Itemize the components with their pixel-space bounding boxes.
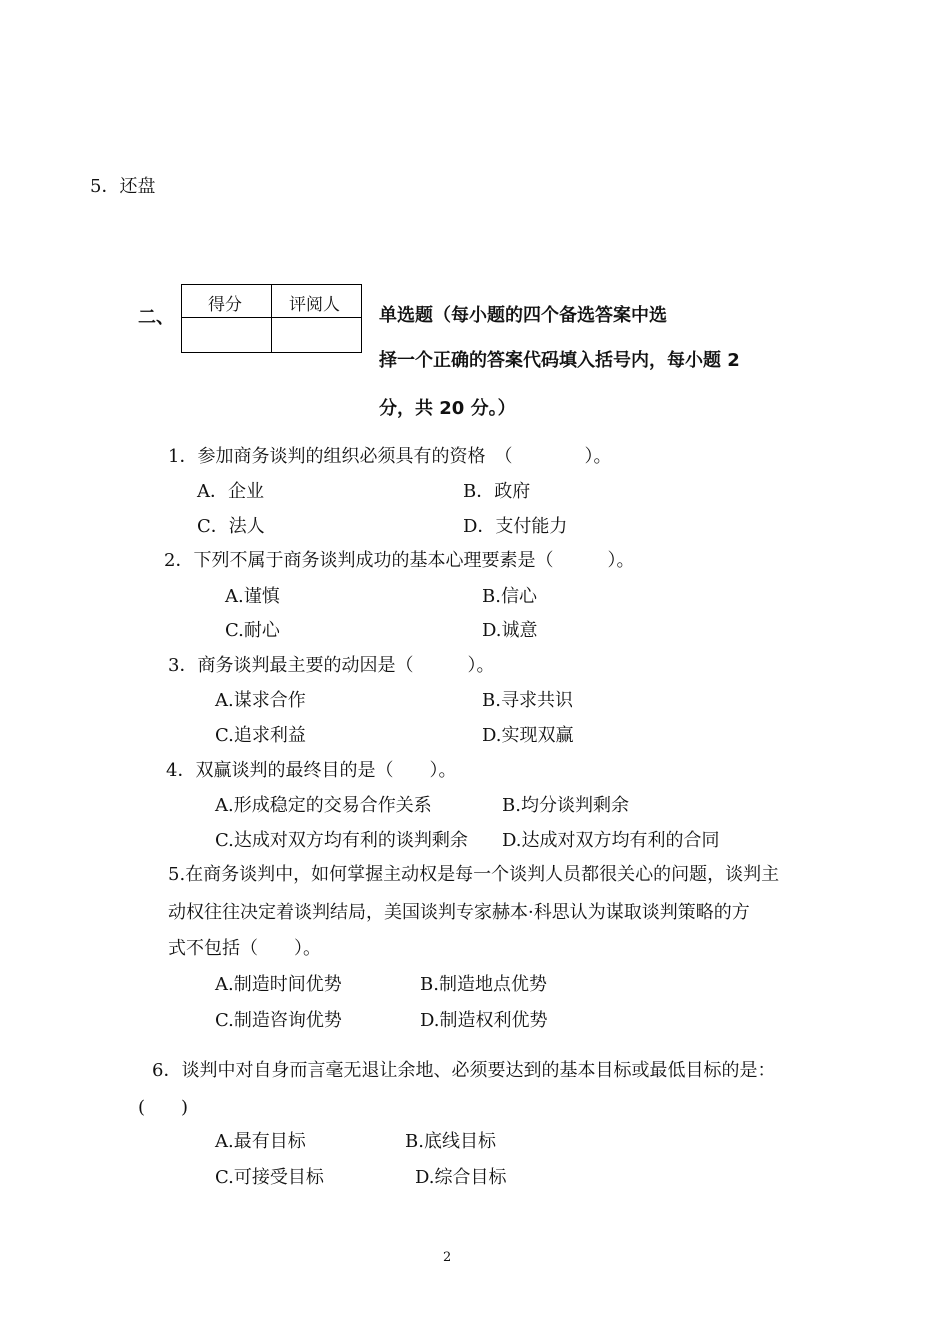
- question-1-option-c: C．法人: [197, 516, 265, 537]
- question-1-stem: 1．参加商务谈判的组织必须具有的资格 （ ）。: [168, 446, 612, 467]
- question-5-option-a: A.制造时间优势: [215, 974, 342, 995]
- question-3-stem: 3．商务谈判最主要的动因是（ ）。: [168, 655, 495, 676]
- score-table-divider: [271, 285, 272, 352]
- question-2-option-b: B.信心: [482, 586, 537, 607]
- question-2-option-d: D.诚意: [482, 620, 538, 641]
- question-1-option-a: A．企业: [197, 481, 264, 502]
- previous-item: 5．还盘: [90, 176, 156, 197]
- question-4-option-a: A.形成稳定的交易合作关系: [215, 795, 432, 816]
- section-instruction-line2: 择一个正确的答案代码填入括号内，每小题 2: [379, 350, 740, 371]
- question-5-option-d: D.制造权利优势: [420, 1010, 548, 1031]
- question-6-option-b: B.底线目标: [405, 1131, 496, 1152]
- question-4-option-c: C.达成对双方均有利的谈判剩余: [215, 830, 468, 851]
- question-2-option-c: C.耐心: [225, 620, 280, 641]
- reviewer-label: 评阅人: [289, 295, 340, 315]
- question-5-option-b: B.制造地点优势: [420, 974, 547, 995]
- question-1-option-d: D．支付能力: [463, 516, 568, 537]
- question-6-option-d: D.综合目标: [415, 1167, 507, 1188]
- question-5-stem-line3: 式不包括（ ）。: [168, 938, 321, 959]
- question-2-option-a: A.谨慎: [225, 586, 280, 607]
- question-5-option-c: C.制造咨询优势: [215, 1010, 342, 1031]
- question-4-option-b: B.均分谈判剩余: [502, 795, 629, 816]
- section-instruction-line3: 分，共 20 分。）: [379, 398, 516, 419]
- question-4-stem: 4．双赢谈判的最终目的是（ ）。: [166, 760, 457, 781]
- section-number: 二、: [138, 307, 174, 328]
- question-3-option-c: C.追求利益: [215, 725, 306, 746]
- score-table-row-line: [182, 317, 361, 318]
- question-5-stem-line2: 动权往往决定着谈判结局，美国谈判专家赫本·科思认为谋取谈判策略的方: [168, 902, 750, 923]
- question-6-stem-line1: 6．谈判中对自身而言毫无退让余地、必须要达到的基本目标或最低目标的是：: [152, 1060, 776, 1081]
- question-2-stem: 2．下列不属于商务谈判成功的基本心理要素是（ ）。: [164, 550, 635, 571]
- question-3-option-a: A.谋求合作: [215, 690, 306, 711]
- score-label: 得分: [208, 295, 242, 315]
- question-3-option-b: B.寻求共识: [482, 690, 573, 711]
- question-6-option-c: C.可接受目标: [215, 1167, 324, 1188]
- question-5-stem-line1: 5.在商务谈判中，如何掌握主动权是每一个谈判人员都很关心的问题，谈判主: [168, 864, 780, 885]
- question-3-option-d: D.实现双赢: [482, 725, 574, 746]
- question-6-stem-line2: ( ): [138, 1097, 189, 1118]
- section-instruction-line1: 单选题（每小题的四个备选答案中选: [379, 305, 667, 326]
- question-4-option-d: D.达成对双方均有利的合同: [502, 830, 720, 851]
- question-1-option-b: B．政府: [463, 481, 531, 502]
- score-table: [181, 284, 362, 353]
- question-6-option-a: A.最有目标: [215, 1131, 306, 1152]
- page-number: 2: [443, 1250, 452, 1265]
